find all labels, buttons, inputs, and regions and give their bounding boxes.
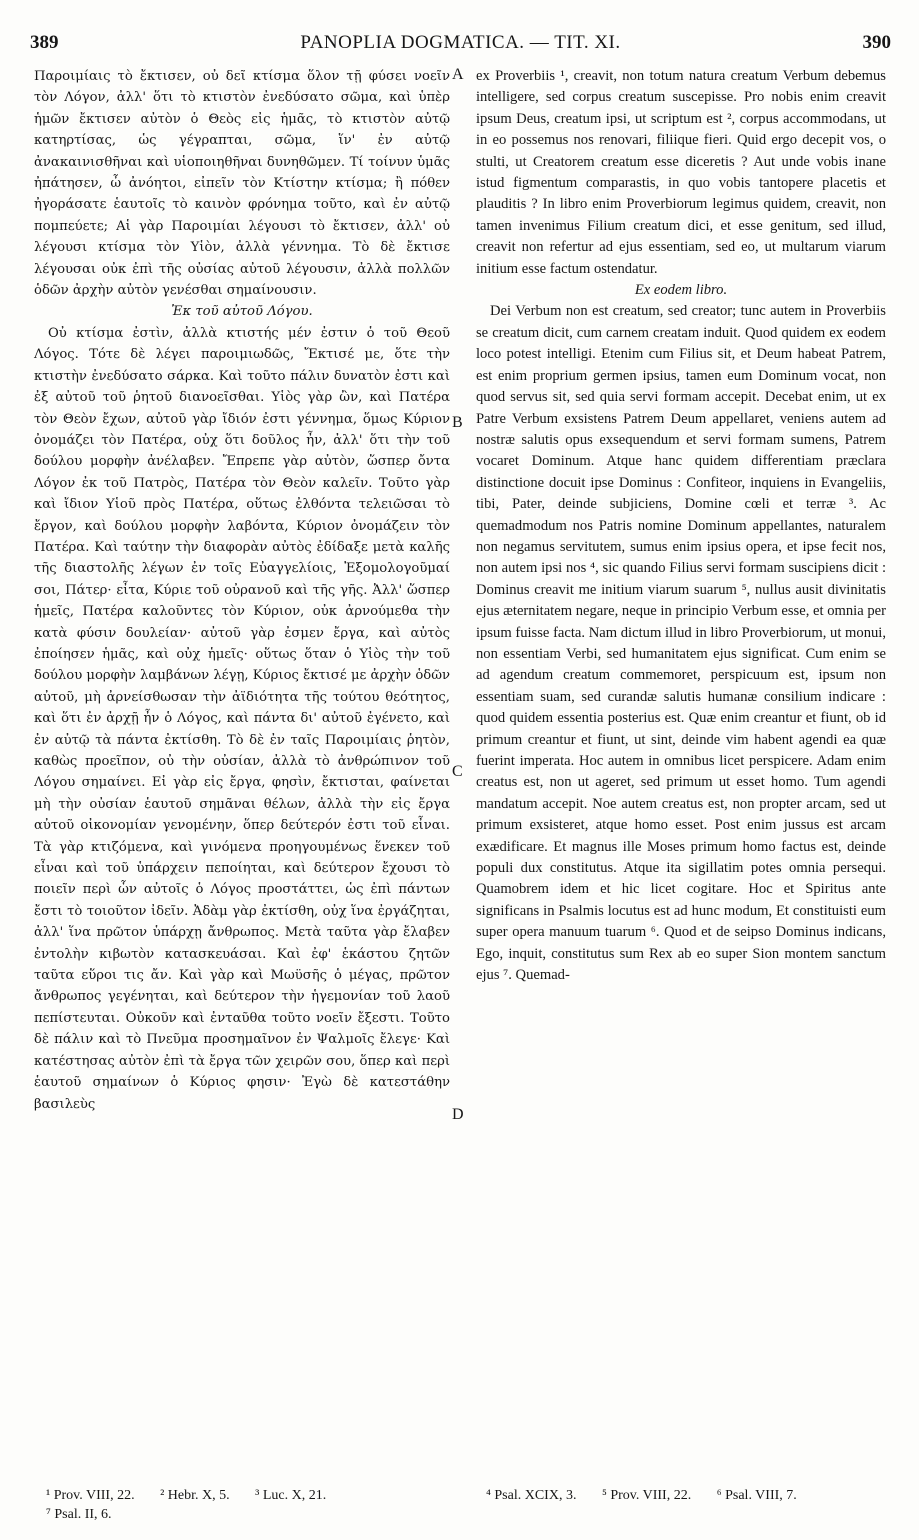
footnote: ⁷ Psal. II, 6. <box>46 1507 112 1522</box>
margin-marker-c: C <box>452 763 463 780</box>
greek-column <box>34 66 450 1115</box>
footnote: ² Hebr. X, 5. <box>160 1488 230 1503</box>
margin-marker-d: D <box>452 1106 464 1123</box>
footnote: ³ Luc. X, 21. <box>255 1488 327 1503</box>
footnote: ⁵ Prov. VIII, 22. <box>601 1488 692 1503</box>
greek-paragraph-2: Οὐ κτίσμα ἐστὶν, ἀλλὰ κτιστής μέν ἐστιν ὁ τοῦ Θεοῦ Λόγος. Τότε δὲ λέγει παροιμιωδῶς, Ἔκτισέ με, ὅτε τὴν κτιστὴν ἐνεδύσατο σάρκα. Καὶ τοῦτο πάλιν δυνατὸν ἐστι καὶ ἐξ αὐτοῦ τοῦ ῥητοῦ διανοεῖσθαι. Υἱὸς γὰρ ὢν, καὶ Πατέρα τὸν Θεὸν ἔχων, αὐτοῦ γὰρ ἴδιόν ἐστι γέννημα, ὅμως Κύριον ὀνομάζει τὸν Πατέρα, οὐχ ὅτι δοῦλος ἦν, ἀλλ' ὅτι τὴν τοῦ δούλου μορφὴν ἀνέλαβεν. Ἔπρεπε γὰρ αὐτὸν, ὥσπερ ὄντα Λόγον ἐκ τοῦ Πατρὸς, Πατέρα τὸν Θεὸν καλεῖν. Τοῦτο γὰρ καὶ ἴδιον Υἱοῦ πρὸς Πατέρα, οὕτως ἐλθόντα τελειῶσαι τὸ ἔργον, καὶ δούλου μορφὴν λαβόντα, Κύριον ὀνομάζειν τὸν Πατέρα. Καὶ ταύτην τὴν διαφορὰν αὐτὸς ἐδίδαξε μετὰ καλῆς τῆς διαστολῆς λέγων ἐν τοῖς Εὐαγγελίοις, Ἐξομολογοῦμαί σοι, Πάτερ· εἶτα, Κύριε τοῦ οὐρανοῦ καὶ τῆς γῆς. Ἀλλ' ὥσπερ ἡμεῖς, Πατέρα καλοῦντες τὸν Κύριον, οὐκ ἀρνούμεθα τὴν κατὰ φύσιν δουλείαν· αὐτοῦ γὰρ ἐσμεν ἔργα, καὶ αὐτὸς ἐποίησεν ἡμᾶς, καὶ οὐχ ἡμεῖς· οὕτως ὅταν ὁ Υἱὸς τὴν τοῦ δούλου μορφὴν λαμβάνων λέγῃ, Κύριος ἔκτισέ με ἀρχὴν ὁδῶν αὐτοῦ, μὴ ἀρνείσθωσαν τὴν ἀϊδιότητα τῆς τούτου θεότητος, καὶ ὅτι ἐν ἀρχῇ ἦν ὁ Λόγος, καὶ πάντα δι' αὐτοῦ ἐγένετο, καὶ ἐν αὐτῷ τὰ πάντα ἐκτίσθη. Τὸ δὲ ἐν ταῖς Παροιμίαις ῥητὸν, καθὼς προεῖπον, οὐ τὴν οὐσίαν, ἀλλὰ τὸ ἀνθρώπινον τοῦ Λόγου σημαίνει. Εἰ γὰρ εἰς ἔργα, φησὶν, ἔκτισται, φαίνεται μὴ τὴν οὐσίαν ἑαυτοῦ σημᾶναι θέλων, ἀλλὰ τὴν εἰς ἔργα αὐτοῦ οἰκονομίαν γενομένην, ὅπερ δεύτερόν ἐστι τοῦ εἶναι. Τὰ γὰρ κτιζόμενα, καὶ γινόμενα προηγουμένως ἕνεκεν τοῦ εἶναι καὶ τοῦ ὑπάρχειν πεποίηται, καὶ δεύτερον ἔχουσι τὸ ποιεῖν περὶ ὧν αὐτοῖς ὁ Λόγος προστάττει, ὡς ἐπὶ πάντων ἔστι τὸ τοιοῦτον ἰδεῖν. Ἀδὰμ γὰρ ἐκτίσθη, οὐχ ἵνα ἐργάζηται, ἀλλ' ἵνα πρῶτον ὑπάρχῃ ἄνθρωπος. Μετὰ ταῦτα γὰρ ἔλαβεν ἐντολὴν κιβωτὸν κατασκευάσαι. Καὶ ἐφ' ἑκάστου ζητῶν ταῦτα εὕροι τις ἄν. Καὶ γὰρ καὶ Μωϋσῆς ὁ μέγας, πρῶτον ἄνθρωπος γεγένηται, καὶ δεύτερον τὴν ἡγεμονίαν τοῦ λαοῦ πεπίστευται. Οὐκοῦν καὶ ἐνταῦθα τοῦτο νοεῖν ἔξεστι. Τοῦτο δὲ πάλιν καὶ τὸ Πνεῦμα προσημαῖνον ἐν Ψαλμοῖς ἔλεγε· Καὶ κατέστησας αὐτὸν ἐπὶ τὰ ἔργα τῶν χειρῶν σου, ὅπερ καὶ περὶ ἑαυτοῦ σημαίνων ὁ Κύριος φησιν· Ἐγὼ δὲ κατεστάθην βασιλεὺς <box>34 325 450 1112</box>
running-title: PANOPLIA DOGMATICA. — TIT. XI. <box>300 32 621 53</box>
margin-marker-a: A <box>452 66 464 83</box>
margin-marker-b: B <box>452 414 463 431</box>
greek-paragraph-1: Παροιμίαις τὸ ἔκτισεν, οὐ δεῖ κτίσμα ὅλον τῇ φύσει νοεῖν τὸν Λόγον, ἀλλ' ὅτι τὸ κτιστὸν ἐνεδύσατο σῶμα, καὶ ὑπὲρ ἡμῶν ἔκτισεν αὐτὸν ὁ Θεὸς εἰς ἡμᾶς, τὸ κτιστὸν αὐτῷ κατηρτίσας, ὡς γέγραπται, σῶμα, ἵν' ἐν αὐτῷ ἀνακαινισθῆναι καὶ υἱοποιηθῆναι δυνηθῶμεν. Τί τοίνυν ὑμᾶς ἠπάτησεν, ὦ ἀνόητοι, εἰπεῖν τὸν Κτίστην κτίσμα; ἢ πόθεν ἠγοράσατε ἑαυτοῖς τὸ καινὸν φρόνημα τοῦτο, καὶ ἐν αὐτῷ πομπεύετε; Αἱ γὰρ Παροιμίαι λέγουσι τὸ ἔκτισεν, ἀλλ' οὐ λέγουσι κτίσμα τὸν Υἱὸν, ἀλλὰ γέννημα. Τὸ δὲ ἔκτισε λέγουσαι οὐκ ἐπὶ τῆς οὐσίας αὐτοῦ λέγουσιν, ἀλλὰ πολλῶν ὁδῶν ἀρχὴν αὐτὸν γενέσθαι σημαίνουσιν. <box>34 69 450 299</box>
greek-section-heading: Ἐκ τοῦ αὐτοῦ Λόγου. <box>171 304 313 320</box>
running-header <box>30 32 891 58</box>
footnotes-right <box>486 1486 886 1505</box>
footnote: ⁴ Psal. XCIX, 3. <box>486 1488 577 1503</box>
footnotes-left <box>46 1486 456 1524</box>
page-number-right: 390 <box>862 32 891 53</box>
latin-section-heading: Ex eodem libro. <box>634 282 728 299</box>
latin-column <box>476 66 886 986</box>
footnote: ⁶ Psal. VIII, 7. <box>716 1488 797 1503</box>
latin-paragraph-2: Dei Verbum non est creatum, sed creator; tunc autem in Proverbiis se creatum dicit, cum carnem creatam induit. Quod quidem ex eodem loco potest intelligi. Etenim cum Filius sit, et Deum habeat Patrem, est enim proprium germen ipsius, tamen eum Dominum vocat, non quod servus sit, sed quia servi formam accepit. Decebat enim, ut ex Patre Verbum exsistens Patrem Deum appellaret, veniens autem ad nostræ salutis opus exsequendum et servi formam sumens, Patrem vocaret Dominum. Atque hanc quidem differentiam præclara distinctione docuit ipse Dominus : Confiteor, inquiens in Evangeliis, tibi, Pater, deinde subjiciens, Domine cœli et terræ ³. Ac quemadmodum nos Patris nomine Dominum appellantes, naturalem non negamus servitutem, sumus enim ipsius opera, et ipse fecit nos, non autem ipsi nos ⁴, sic quando Filius servi formam suscipiens dicit : Dominus creavit me initium viarum suarum ⁵, nullus ausit divinitatis ejus æternitatem negare, neque in principio Verbum esse, et omnia per ipsum fuisse facta. Nam dictum illud in libro Proverbiorum, ut monui, non essentiam Verbi, sed humanitatem ejus significat. Cum enim se ad agendum creatum commemoret, perspicuum est, ipsum non essentiam suam, sed curandæ salutis humanæ consilium indicare : quod quidem essentia posterius est. Quæ enim creantur et fiunt, ob id primum creantur et fiunt, ut sint, deinde vim habent agendi ea quæ fuerint imperata. Hoc autem in omnibus licet perspicere. Adam enim creatus est, non ut ageret, sed primum ut esset homo. Tum agendi mandatum accepit. Noe autem creatus est, non propter arcam, sed ut primum exsisteret, atque homo esset. Post enim jussus est arcam exædificare. Et magnus ille Moses primum homo factus est, deinde populi dux constitutus. Atque ita sigillatim potes omnia persequi. Quamobrem idem et hic licet cogitare. Hoc et Spiritus ante significans in Psalmis locutus est ad hunc modum, Et constituisti eum super opera manuum tuarum ⁶. Quod et de seipso Dominus indicans, Ego, inquit, constitutus sum Rex ab eo super Sion montem sanctum ejus ⁷. Quemad- <box>476 303 886 984</box>
latin-paragraph-1: ex Proverbiis ¹, creavit, non totum natura creatum Verbum debemus intelligere, sed corpus creatum suscepisse. Pro nobis enim creavit ipsum Deus, creatum ipsi, ut scriptum est ², corpus accommodans, ut in eo possemus nos renovari, filiique fieri. Quid ergo decepit vos, o stulti, ut Creatorem creatum esse diceretis ? Aut unde vobis inane istud figmentum comparastis, in quo vobis tantopere placetis et plauditis ? In libro enim Proverbiorum legimus quidem, creavit, non tamen invenimus Filium creatum dici, et esse genitum, sed illud, creavit non refertur ad ejus essentiam, sed eo, ut multarum viarum initium esse factum ostendatur. <box>476 68 886 277</box>
page-number-left: 389 <box>30 32 59 53</box>
footnote: ¹ Prov. VIII, 22. <box>46 1488 135 1503</box>
